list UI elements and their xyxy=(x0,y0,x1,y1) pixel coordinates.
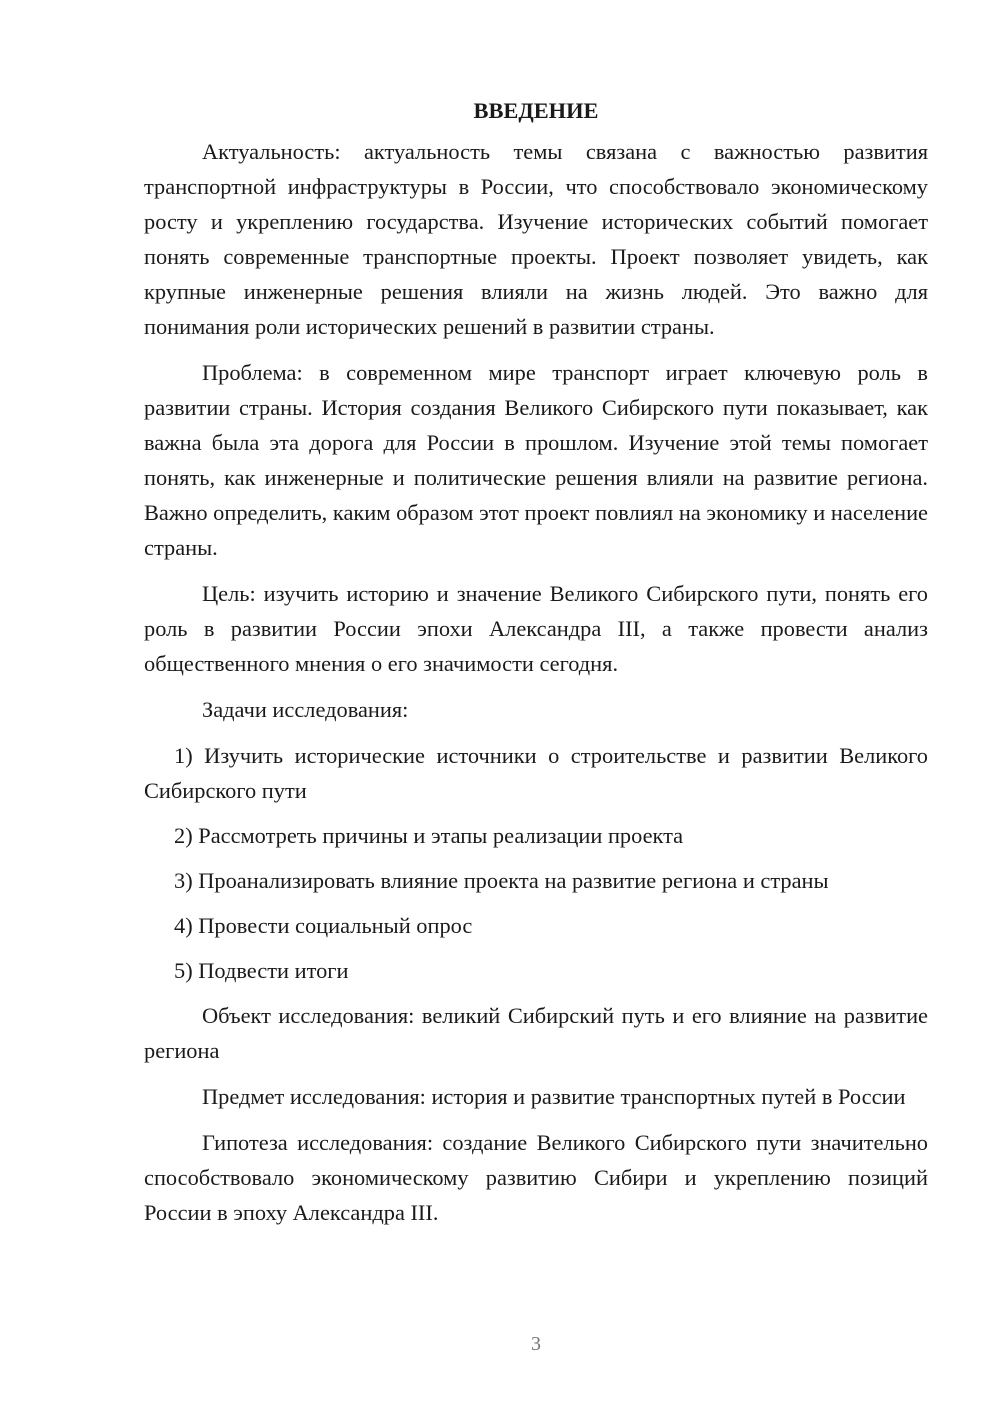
tasks-list xyxy=(144,738,928,988)
list-item: 3) Проанализировать влияние проекта на развитие региона и страны xyxy=(174,868,829,893)
list-item: 4) Провести социальный опрос xyxy=(174,913,473,938)
page-number: 3 xyxy=(531,1333,541,1355)
tasks-title: Задачи исследования: xyxy=(202,697,409,722)
document-page xyxy=(144,92,928,1241)
goal-paragraph: Цель: изучить историю и значение Великого Сибирского пути, понять его роль в развитии России эпохи Александра III, а также провести анализ общественного мнения о его значимости сегодня. xyxy=(144,581,928,676)
problem-paragraph: Проблема: в современном мире транспорт играет ключевую роль в развитии страны. История создания Великого Сибирского пути показывает, как важна была эта дорога для России в прошлом. Изучение этой темы помогает понять, как инженерные и политические решения влияли на развитие региона. Важно определить, каким образом этот проект повлиял на экономику и население страны. xyxy=(144,360,928,560)
list-item: 1) Изучить исторические источники о строительстве и развитии Великого Сибирского пути xyxy=(144,743,928,803)
hypothesis-paragraph: Гипотеза исследования: создание Великого Сибирского пути значительно способствовало экономическому развитию Сибири и укреплению позиций России в эпоху Александра III. xyxy=(144,1130,928,1225)
list-item: 2) Рассмотреть причины и этапы реализации проекта xyxy=(174,823,684,848)
object-paragraph: Объект исследования: великий Сибирский путь и его влияние на развитие региона xyxy=(144,1003,928,1063)
subject-paragraph: Предмет исследования: история и развитие транспортных путей в России xyxy=(202,1084,906,1109)
page-title: ВВЕДЕНИЕ xyxy=(473,98,599,123)
relevance-paragraph: Актуальность: актуальность темы связана с важностью развития транспортной инфраструктуры в России, что способствовало экономическому росту и укреплению государства. Изучение исторических событий помогает понять современные транспортные проекты. Проект позволяет увидеть, как крупные инженерные решения влияли на жизнь людей. Это важно для понимания роли исторических решений в развитии страны. xyxy=(144,139,928,339)
list-item: 5) Подвести итоги xyxy=(174,958,349,983)
